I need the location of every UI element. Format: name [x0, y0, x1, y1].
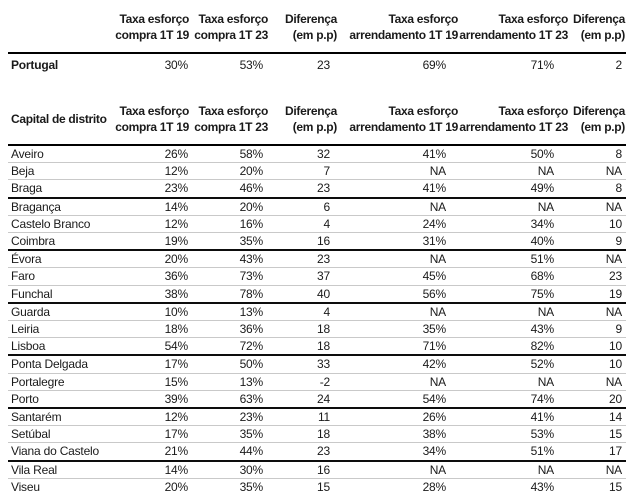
cell-value: 8	[569, 145, 626, 163]
cell-value: 53%	[239, 58, 263, 72]
row-label: Guarda	[8, 303, 112, 321]
column-header	[269, 100, 338, 145]
cell-value: NA	[569, 303, 626, 321]
cell-value: 24%	[338, 215, 459, 232]
column-header	[338, 8, 459, 53]
cell-value: NA	[569, 373, 626, 390]
cell-value: 34%	[338, 443, 459, 461]
cell-value: 17	[569, 443, 626, 461]
column-header	[269, 8, 338, 53]
column-header-line1: Diferença	[285, 104, 337, 118]
district-table	[8, 100, 626, 495]
cell-value: 43%	[459, 321, 569, 338]
table-row	[8, 145, 626, 163]
cell-value: 74%	[459, 390, 569, 408]
cell-value: 43%	[530, 479, 554, 494]
cell-value: 30%	[190, 461, 269, 479]
cell-value: 16	[269, 233, 338, 251]
row-label: Coimbra	[8, 233, 112, 251]
cell-value: 34%	[459, 215, 569, 232]
cell-value: 36%	[190, 321, 269, 338]
cell-value: NA	[569, 461, 626, 479]
table-row	[8, 426, 626, 443]
column-header-line1: Taxa esforço	[198, 12, 268, 26]
cell-value: 14%	[112, 198, 190, 216]
cell-value: 75%	[459, 285, 569, 303]
cell-value: 6	[269, 198, 338, 216]
cell-value: 20%	[112, 250, 190, 268]
row-label: Viana do Castelo	[8, 443, 112, 461]
cell-value: 38%	[338, 426, 459, 443]
table-row	[8, 355, 626, 373]
cell-value: NA	[459, 461, 569, 479]
table-row	[8, 461, 626, 479]
cell-value: 41%	[338, 180, 459, 198]
cell-value: 9	[569, 233, 626, 251]
cell-value: 23	[269, 180, 338, 198]
row-label: Aveiro	[8, 145, 112, 163]
cell-value: 8	[569, 180, 626, 198]
cell-value: 15%	[112, 373, 190, 390]
column-header	[112, 8, 190, 53]
cell-value: 20%	[190, 198, 269, 216]
cell-value: 82%	[459, 338, 569, 356]
cell-value: 7	[269, 163, 338, 180]
cell-value: 10%	[112, 303, 190, 321]
row-label: Lisboa	[8, 338, 112, 356]
cell-value: 10	[569, 215, 626, 232]
column-header	[190, 8, 269, 53]
cell-value: 32	[269, 145, 338, 163]
cell-value: 19%	[112, 233, 190, 251]
cell-value: 14%	[112, 461, 190, 479]
column-header-line2: arrendamento 1T 19	[349, 28, 458, 42]
column-header	[569, 100, 626, 145]
column-header-line1: Diferença	[573, 104, 625, 118]
cell-value: 40	[269, 285, 338, 303]
column-header-line1: Taxa esforço	[198, 104, 268, 118]
cell-value: 20%	[164, 479, 188, 494]
cell-value: 18	[269, 338, 338, 356]
affordability-report	[8, 8, 626, 495]
cell-value: 23	[569, 268, 626, 285]
cell-value: 23	[269, 443, 338, 461]
table-row	[8, 321, 626, 338]
column-header	[459, 100, 569, 145]
cell-value: 41%	[338, 145, 459, 163]
column-header-line1: Taxa esforço	[119, 12, 189, 26]
table-row	[8, 373, 626, 390]
table-row	[8, 198, 626, 216]
cell-value: 45%	[338, 268, 459, 285]
cell-value: NA	[459, 163, 569, 180]
column-header-line1: Taxa esforço	[498, 104, 568, 118]
cell-value: 2	[615, 58, 622, 72]
cell-value: 23	[317, 58, 330, 72]
table-row	[8, 233, 626, 251]
table-row	[8, 338, 626, 356]
row-label: Santarém	[8, 408, 112, 426]
table-row	[8, 163, 626, 180]
cell-value: 33	[269, 355, 338, 373]
table-row	[8, 390, 626, 408]
cell-value: 23%	[190, 408, 269, 426]
cell-value: 20	[569, 390, 626, 408]
cell-value: 54%	[112, 338, 190, 356]
cell-value: 12%	[112, 163, 190, 180]
cell-value: 11	[269, 408, 338, 426]
cell-value: 58%	[190, 145, 269, 163]
cell-value: 63%	[190, 390, 269, 408]
cell-value: 17%	[112, 355, 190, 373]
column-header-line1: Diferença	[285, 12, 337, 26]
cell-value: 16%	[190, 215, 269, 232]
cell-value: 14	[569, 408, 626, 426]
row-label: Setúbal	[8, 426, 112, 443]
cell-value: 21%	[112, 443, 190, 461]
row-label: Beja	[8, 163, 112, 180]
table-row	[8, 408, 626, 426]
cell-value: 52%	[459, 355, 569, 373]
cell-value: 40%	[459, 233, 569, 251]
column-header-line2: compra 1T 23	[194, 120, 268, 134]
cell-value: 35%	[190, 426, 269, 443]
cell-value: 9	[569, 321, 626, 338]
row-label: Évora	[8, 250, 112, 268]
cell-value: 35%	[190, 233, 269, 251]
row-label: Ponta Delgada	[8, 355, 112, 373]
cell-value: 20%	[190, 163, 269, 180]
column-header	[569, 8, 626, 53]
cell-value: 41%	[459, 408, 569, 426]
table-row	[8, 180, 626, 198]
cell-value: 15	[317, 479, 330, 494]
column-header-line2: (em p.p)	[292, 120, 337, 134]
column-header-line2: (em p.p)	[580, 120, 625, 134]
column-header-line1: Taxa esforço	[388, 12, 458, 26]
column-header-line2: arrendamento 1T 23	[459, 120, 568, 134]
table-row	[8, 285, 626, 303]
cell-value: NA	[338, 198, 459, 216]
cell-value: 54%	[338, 390, 459, 408]
cell-value: NA	[459, 198, 569, 216]
cell-value: NA	[338, 373, 459, 390]
cell-value: 4	[269, 303, 338, 321]
row-label: Portugal	[11, 58, 59, 72]
cell-value: 71%	[338, 338, 459, 356]
column-header-line2: compra 1T 19	[115, 28, 189, 42]
column-header-line2: arrendamento 1T 23	[459, 28, 568, 42]
cell-value: 15	[609, 479, 622, 494]
cell-value: NA	[459, 373, 569, 390]
cell-value: 36%	[112, 268, 190, 285]
column-header-line1: Taxa esforço	[119, 104, 189, 118]
cell-value: 78%	[190, 285, 269, 303]
row-label: Leiria	[8, 321, 112, 338]
row-label-header	[8, 8, 112, 53]
row-label: Viseu	[11, 479, 40, 494]
cell-value: 69%	[422, 58, 446, 72]
cell-value: 24	[269, 390, 338, 408]
cell-value: NA	[338, 303, 459, 321]
cell-value: 37	[269, 268, 338, 285]
cell-value: NA	[569, 250, 626, 268]
row-label: Funchal	[8, 285, 112, 303]
cell-value: 68%	[459, 268, 569, 285]
cell-value: 35%	[338, 321, 459, 338]
column-header-line2: compra 1T 23	[194, 28, 268, 42]
cell-value: 13%	[190, 373, 269, 390]
table-row	[8, 478, 626, 495]
cell-value: 31%	[338, 233, 459, 251]
cell-value: NA	[338, 163, 459, 180]
header-row	[8, 100, 626, 145]
cell-value: 71%	[530, 58, 554, 72]
cell-value: 19	[569, 285, 626, 303]
cell-value: NA	[338, 250, 459, 268]
header-row	[8, 8, 626, 53]
cell-value: 53%	[459, 426, 569, 443]
column-header	[112, 100, 190, 145]
table-row	[8, 250, 626, 268]
summary-table	[8, 8, 626, 76]
table-row	[8, 268, 626, 285]
table-row	[8, 443, 626, 461]
cell-value: 42%	[338, 355, 459, 373]
cell-value: 73%	[190, 268, 269, 285]
cell-value: 23	[269, 250, 338, 268]
cell-value: 16	[269, 461, 338, 479]
row-label: Castelo Branco	[8, 215, 112, 232]
row-label-header: Capital de distrito	[8, 100, 112, 145]
row-label: Vila Real	[8, 461, 112, 479]
cell-value: 26%	[112, 145, 190, 163]
column-header-line2: (em p.p)	[580, 28, 625, 42]
cell-value: 17%	[112, 426, 190, 443]
cell-value: 30%	[164, 58, 188, 72]
cell-value: 18%	[112, 321, 190, 338]
cell-value: 23%	[112, 180, 190, 198]
cell-value: 12%	[112, 215, 190, 232]
cell-value: 4	[269, 215, 338, 232]
cell-value: -2	[269, 373, 338, 390]
row-label: Portalegre	[8, 373, 112, 390]
cell-value: 49%	[459, 180, 569, 198]
cell-value: NA	[569, 163, 626, 180]
cell-value: 43%	[190, 250, 269, 268]
cell-value: NA	[338, 461, 459, 479]
cell-value: 26%	[338, 408, 459, 426]
cell-value: 50%	[190, 355, 269, 373]
cell-value: 12%	[112, 408, 190, 426]
column-header	[459, 8, 569, 53]
row-label: Porto	[8, 390, 112, 408]
column-header-line2: compra 1T 19	[115, 120, 189, 134]
cell-value: 51%	[459, 250, 569, 268]
column-header-line2: arrendamento 1T 19	[349, 120, 458, 134]
cell-value: 72%	[190, 338, 269, 356]
cell-value: 46%	[190, 180, 269, 198]
cell-value: 18	[269, 321, 338, 338]
table-row	[8, 215, 626, 232]
cell-value: 28%	[422, 479, 446, 494]
row-label: Faro	[8, 268, 112, 285]
row-label: Braga	[8, 180, 112, 198]
cell-value: 51%	[459, 443, 569, 461]
cell-value: NA	[459, 303, 569, 321]
cell-value: 44%	[190, 443, 269, 461]
cell-value: 10	[569, 338, 626, 356]
table-row	[8, 303, 626, 321]
table-row	[8, 53, 626, 76]
row-label: Bragança	[8, 198, 112, 216]
cell-value: 35%	[239, 479, 263, 494]
cell-value: 18	[269, 426, 338, 443]
cell-value: 56%	[338, 285, 459, 303]
cell-value: 10	[569, 355, 626, 373]
column-header-line1: Taxa esforço	[388, 104, 458, 118]
cell-value: 15	[569, 426, 626, 443]
cell-value: NA	[569, 198, 626, 216]
column-header	[338, 100, 459, 145]
column-header-line1: Taxa esforço	[498, 12, 568, 26]
cell-value: 50%	[459, 145, 569, 163]
cell-value: 38%	[112, 285, 190, 303]
column-header-line1: Diferença	[573, 12, 625, 26]
column-header	[190, 100, 269, 145]
cell-value: 39%	[112, 390, 190, 408]
cell-value: 13%	[190, 303, 269, 321]
column-header-line2: (em p.p)	[292, 28, 337, 42]
